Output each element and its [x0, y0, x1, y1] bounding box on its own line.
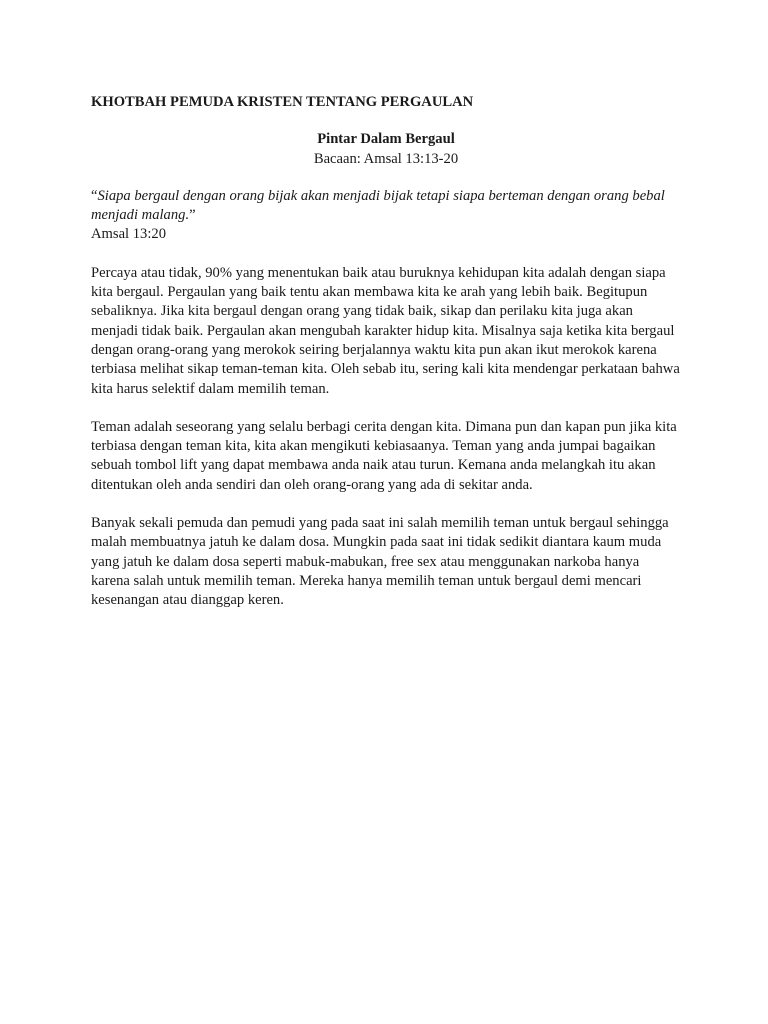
- quote-open-mark: “: [91, 187, 98, 204]
- paragraph-3: Banyak sekali pemuda dan pemudi yang pada saat ini salah memilih teman untuk bergaul sehingga malah membuatnya jatuh ke dalam dosa. Mungkin pada saat ini tidak sedikit diantara kaum muda yang jatuh ke dalam dosa seperti mabuk-mabukan, free sex atau menggunakan narkoba hanya karena salah untuk memilih teman. Mereka hanya memilih teman untuk bergaul demi mencari kesenangan atau dianggap keren.: [91, 515, 669, 609]
- quote-close-mark: ”: [189, 207, 196, 224]
- sermon-subtitle: Pintar Dalam Bergaul: [317, 131, 455, 148]
- quote-text: Siapa bergaul dengan orang bijak akan menjadi bijak tetapi siapa berteman dengan orang bebal menjadi malang.: [91, 187, 665, 224]
- paragraph-2: Teman adalah seseorang yang selalu berbagi cerita dengan kita. Dimana pun dan kapan pun jika kita terbiasa dengan teman kita, kita akan mengikuti kebiasaanya. Teman yang anda jumpai bagaikan sebuah tombol lift yang dapat membawa anda naik atau turun. Kemana anda melangkah itu akan ditentukan oleh anda sendiri dan oleh orang-orang yang ada di sekitar anda.: [91, 418, 677, 493]
- scripture-quote: [91, 187, 681, 226]
- document-body: [91, 93, 681, 630]
- document-title: KHOTBAH PEMUDA KRISTEN TENTANG PERGAULAN: [91, 94, 474, 110]
- quote-reference: Amsal 13:20: [91, 226, 166, 243]
- scripture-reading: Bacaan: Amsal 13:13-20: [313, 150, 459, 167]
- paragraph-1: Percaya atau tidak, 90% yang menentukan baik atau buruknya kehidupan kita adalah dengan siapa kita bergaul. Pergaulan yang baik tentu akan membawa kita ke arah yang lebih baik. Begitupun sebaliknya. Jika kita bergaul dengan orang yang tidak baik, sikap dan perilaku kita juga akan menjadi tidak baik. Pergaulan akan mengubah karakter hidup kita. Misalnya saja ketika kita bergaul dengan orang-orang yang merokok seiring berjalannya waktu kita pun akan ikut merokok karena terbiasa melihat sikap teman-teman kita. Oleh sebab itu, sering kali kita mendengar perkataan bahwa kita harus selektif dalam memilih teman.: [91, 264, 680, 397]
